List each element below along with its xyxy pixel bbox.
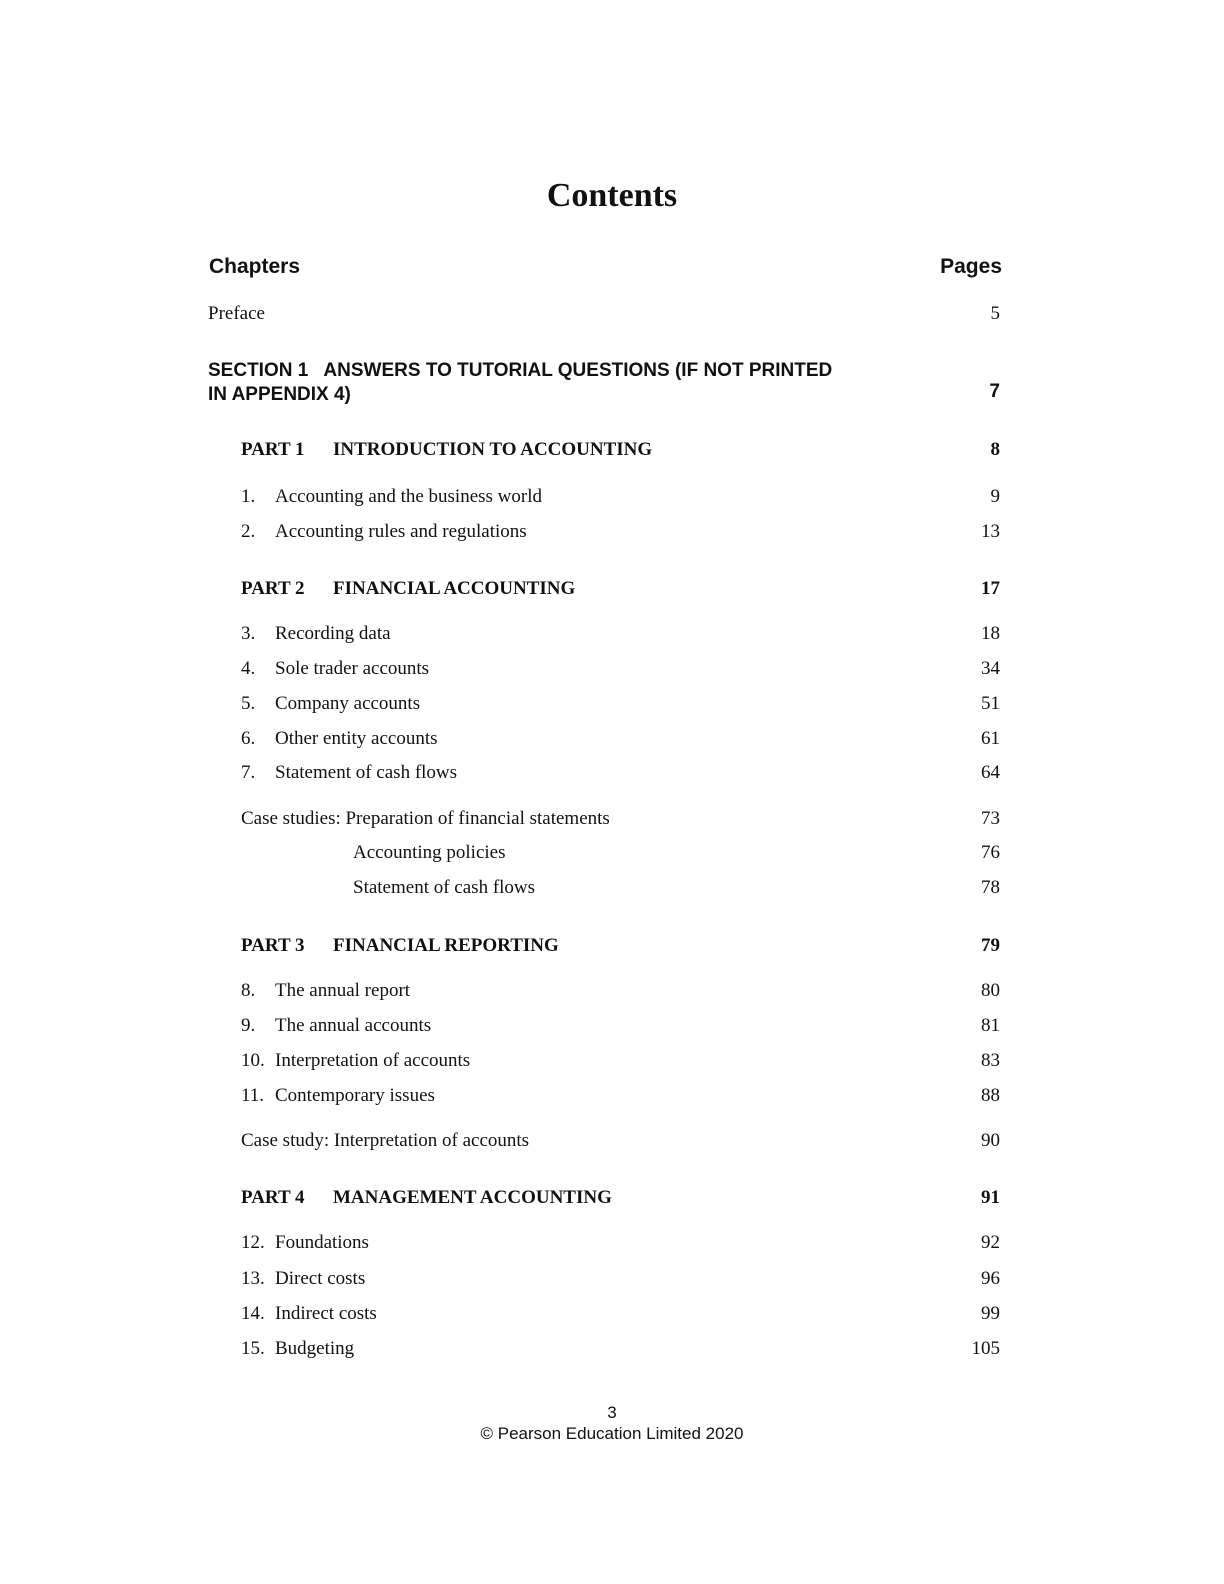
part-label: PART 4: [241, 1187, 305, 1208]
part-label: PART 3: [241, 935, 305, 956]
chapter-number: 6.: [241, 728, 256, 749]
chapter-number: 15.: [241, 1338, 265, 1359]
part-name: MANAGEMENT ACCOUNTING: [333, 1187, 612, 1208]
case-study-page: 78: [981, 877, 1000, 898]
chapter-number: 3.: [241, 623, 256, 644]
chapter-title: Statement of cash flows: [275, 762, 458, 783]
part-name: INTRODUCTION TO ACCOUNTING: [333, 439, 653, 460]
chapters-column-header: Chapters: [209, 255, 301, 278]
chapter-page: 99: [981, 1303, 1000, 1324]
case-study-page: 73: [981, 808, 1000, 829]
chapter-title: Other entity accounts: [275, 728, 438, 749]
section-title-line-2: IN APPENDIX 4): [208, 384, 351, 405]
chapter-title: Company accounts: [275, 693, 421, 714]
chapter-title: Accounting and the business world: [275, 486, 543, 507]
chapter-number: 12.: [241, 1232, 265, 1253]
case-study-title: Case studies: Preparation of financial statements: [241, 808, 610, 829]
part-name: FINANCIAL REPORTING: [333, 935, 559, 956]
chapter-number: 1.: [241, 486, 256, 507]
entry-page: 5: [990, 303, 1000, 324]
chapter-page: 88: [981, 1085, 1000, 1106]
page-title: Contents: [546, 177, 678, 214]
chapter-page: 81: [981, 1015, 1000, 1036]
page-number: 3: [607, 1403, 617, 1422]
chapter-page: 92: [981, 1232, 1000, 1253]
chapter-number: 5.: [241, 693, 256, 714]
case-study-title: Statement of cash flows: [353, 877, 536, 898]
chapter-title: Recording data: [275, 623, 391, 644]
chapter-number: 9.: [241, 1015, 256, 1036]
chapter-title: Budgeting: [275, 1338, 355, 1359]
entry-title: Preface: [208, 303, 265, 324]
chapter-page: 64: [981, 762, 1000, 783]
case-study-title: Case study: Interpretation of accounts: [241, 1130, 530, 1151]
case-study-page: 90: [981, 1130, 1000, 1151]
chapter-title: Indirect costs: [275, 1303, 377, 1324]
chapter-number: 10.: [241, 1050, 265, 1071]
chapter-page: 51: [981, 693, 1000, 714]
chapter-page: 96: [981, 1268, 1000, 1289]
chapter-number: 14.: [241, 1303, 265, 1324]
chapter-page: 83: [981, 1050, 1000, 1071]
case-study-page: 76: [981, 842, 1000, 863]
part-page: 91: [981, 1187, 1000, 1208]
chapter-page: 105: [971, 1338, 1000, 1359]
chapter-page: 18: [981, 623, 1000, 644]
part-name: FINANCIAL ACCOUNTING: [333, 578, 576, 599]
section-title-line-1: SECTION 1 ANSWERS TO TUTORIAL QUESTIONS (IF NOT PRINTED: [208, 360, 833, 381]
chapter-title: Interpretation of accounts: [275, 1050, 471, 1071]
chapter-number: 4.: [241, 658, 256, 679]
chapter-page: 9: [990, 486, 1000, 507]
part-page: 8: [990, 439, 1000, 460]
part-label: PART 2: [241, 578, 305, 599]
chapter-title: Contemporary issues: [275, 1085, 435, 1106]
chapter-title: Sole trader accounts: [275, 658, 430, 679]
chapter-number: 2.: [241, 521, 256, 542]
chapter-page: 61: [981, 728, 1000, 749]
part-label: PART 1: [241, 439, 305, 460]
case-study-title: Accounting policies: [353, 842, 506, 863]
part-page: 17: [981, 578, 1000, 599]
chapter-title: The annual report: [275, 980, 411, 1001]
section-title: [208, 359, 908, 407]
pages-column-header: Pages: [940, 255, 1002, 278]
copyright-notice: © Pearson Education Limited 2020: [480, 1424, 744, 1443]
chapter-number: 11.: [241, 1085, 265, 1106]
chapter-number: 13.: [241, 1268, 265, 1289]
chapter-page: 80: [981, 980, 1000, 1001]
part-page: 79: [981, 935, 1000, 956]
chapter-title: The annual accounts: [275, 1015, 432, 1036]
chapter-title: Foundations: [275, 1232, 369, 1253]
chapter-number: 8.: [241, 980, 256, 1001]
chapter-page: 13: [981, 521, 1000, 542]
chapter-title: Direct costs: [275, 1268, 366, 1289]
chapter-number: 7.: [241, 762, 256, 783]
chapter-page: 34: [981, 658, 1000, 679]
chapter-title: Accounting rules and regulations: [275, 521, 527, 542]
section-page: 7: [989, 381, 1000, 402]
